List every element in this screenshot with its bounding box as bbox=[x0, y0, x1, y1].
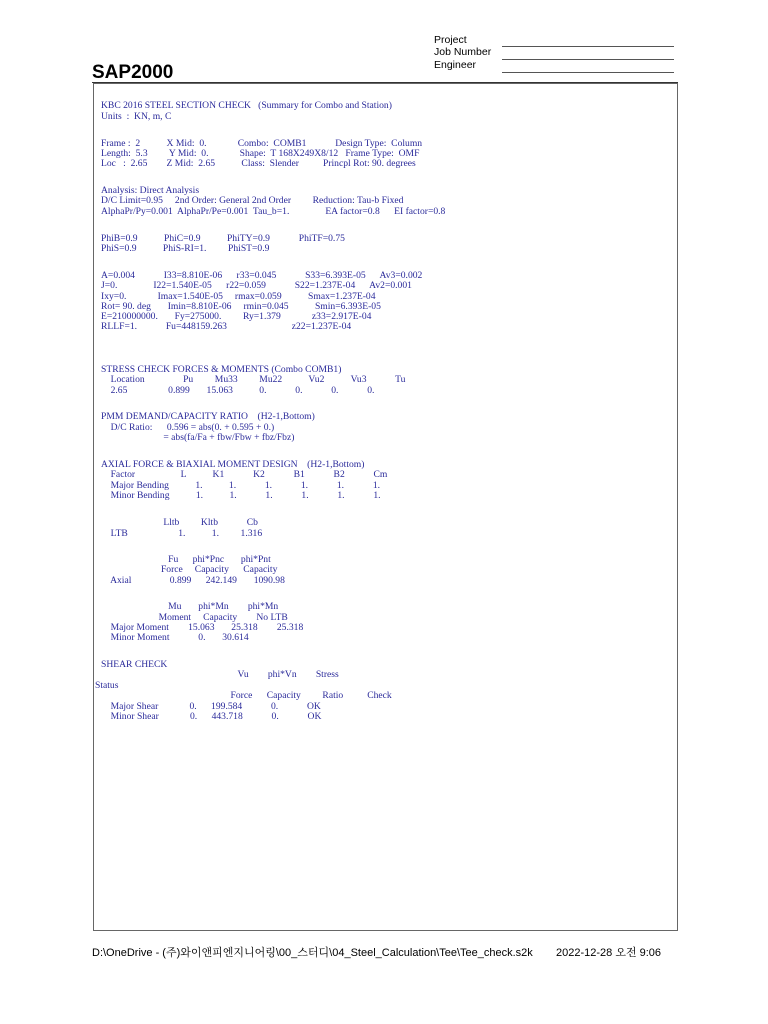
report-line: Major Moment 15.063 25.318 25.318 bbox=[101, 622, 304, 633]
report-line: Analysis: Direct Analysis bbox=[101, 185, 200, 196]
report-line: A=0.004 I33=8.810E-06 r33=0.045 S33=6.393E-05 Av3=0.002 bbox=[101, 270, 423, 281]
report-line: LTB 1. 1. 1.316 bbox=[101, 528, 263, 539]
report-line: Mu phi*Mn phi*Mn bbox=[101, 601, 279, 612]
report-line: = abs(fa/Fa + fbw/Fbw + fbz/Fbz) bbox=[101, 432, 295, 443]
section-heading: STRESS CHECK FORCES & MOMENTS (Combo COMB1) bbox=[101, 364, 342, 375]
project-label: Project bbox=[434, 34, 467, 46]
report-line: RLLF=1. Fu=448159.263 z22=1.237E-04 bbox=[101, 321, 352, 332]
engineer-label: Engineer bbox=[434, 59, 477, 71]
app-logo: SAP2000 bbox=[92, 62, 174, 83]
report-line: Vu phi*Vn Stress bbox=[101, 669, 339, 680]
report-line: J=0. I22=1.540E-05 r22=0.059 S22=1.237E-04 Av2=0.001 bbox=[101, 280, 412, 291]
report-line: PhiS=0.9 PhiS-RI=1. PhiST=0.9 bbox=[101, 243, 270, 254]
project-line bbox=[502, 46, 674, 47]
report-line: AlphaPr/Py=0.001 AlphaPr/Pe=0.001 Tau_b=1. EA factor=0.8 EI factor=0.8 bbox=[101, 206, 446, 217]
report-line: Minor Bending 1. 1. 1. 1. 1. 1. bbox=[101, 490, 381, 501]
report-line: PhiB=0.9 PhiC=0.9 PhiTY=0.9 PhiTF=0.75 bbox=[101, 233, 345, 244]
engineer-line bbox=[502, 72, 674, 73]
job-number-line bbox=[502, 59, 674, 60]
footer-file-path: D:\OneDrive - (주)와이앤피엔지니어링\00_스터디\04_Steel_Calculation\Tee\Tee_check.s2k bbox=[92, 947, 533, 959]
report-title: KBC 2016 STEEL SECTION CHECK (Summary for Combo and Station) bbox=[101, 100, 392, 111]
footer-datetime: 2022-12-28 오전 9:06 bbox=[556, 947, 662, 959]
report-line: Lltb Kltb Cb bbox=[101, 517, 258, 528]
report-line: Axial 0.899 242.149 1090.98 bbox=[101, 575, 285, 586]
report-line: Frame : 2 X Mid: 0. Combo: COMB1 Design Type: Column bbox=[101, 138, 423, 149]
report-line: Minor Moment 0. 30.614 bbox=[101, 632, 249, 643]
job-number-label: Job Number bbox=[434, 46, 492, 58]
report-line: D/C Limit=0.95 2nd Order: General 2nd Order Reduction: Tau-b Fixed bbox=[101, 195, 404, 206]
section-heading: PMM DEMAND/CAPACITY RATIO (H2-1,Bottom) bbox=[101, 411, 315, 422]
report-line: Ixy=0. Imax=1.540E-05 rmax=0.059 Smax=1.237E-04 bbox=[101, 291, 376, 302]
report-line: Force Capacity Ratio Check bbox=[101, 690, 392, 701]
report-line: Length: 5.3 Y Mid: 0. Shape: T 168X249X8/12 Frame Type: OMF bbox=[101, 148, 420, 159]
report-line: Fu phi*Pnc phi*Pnt bbox=[101, 554, 271, 565]
section-heading: SHEAR CHECK bbox=[101, 659, 168, 670]
section-heading: AXIAL FORCE & BIAXIAL MOMENT DESIGN (H2-1,Bottom) bbox=[101, 459, 365, 470]
report-line: Force Capacity Capacity bbox=[101, 564, 278, 575]
report-line: E=210000000. Fy=275000. Ry=1.379 z33=2.917E-04 bbox=[101, 311, 372, 322]
report-line: D/C Ratio: 0.596 = abs(0. + 0.595 + 0.) bbox=[101, 422, 275, 433]
report-line: Factor L K1 K2 B1 B2 Cm bbox=[101, 469, 388, 480]
report-line: Status bbox=[95, 680, 119, 691]
report-line: Rot= 90. deg Imin=8.810E-06 rmin=0.045 Smin=6.393E-05 bbox=[101, 301, 381, 312]
report-line: Location Pu Mu33 Mu22 Vu2 Vu3 Tu bbox=[101, 374, 406, 385]
report-line: Units : KN, m, C bbox=[101, 111, 172, 122]
report-line: Major Shear 0. 199.584 0. OK bbox=[101, 701, 321, 712]
report-line: Major Bending 1. 1. 1. 1. 1. 1. bbox=[101, 480, 381, 491]
report-line: Moment Capacity No LTB bbox=[101, 612, 288, 623]
report-line: Loc : 2.65 Z Mid: 2.65 Class: Slender Princpl Rot: 90. degrees bbox=[101, 158, 416, 169]
report-line: 2.65 0.899 15.063 0. 0. 0. 0. bbox=[101, 385, 375, 396]
report-line: Minor Shear 0. 443.718 0. OK bbox=[101, 711, 322, 722]
